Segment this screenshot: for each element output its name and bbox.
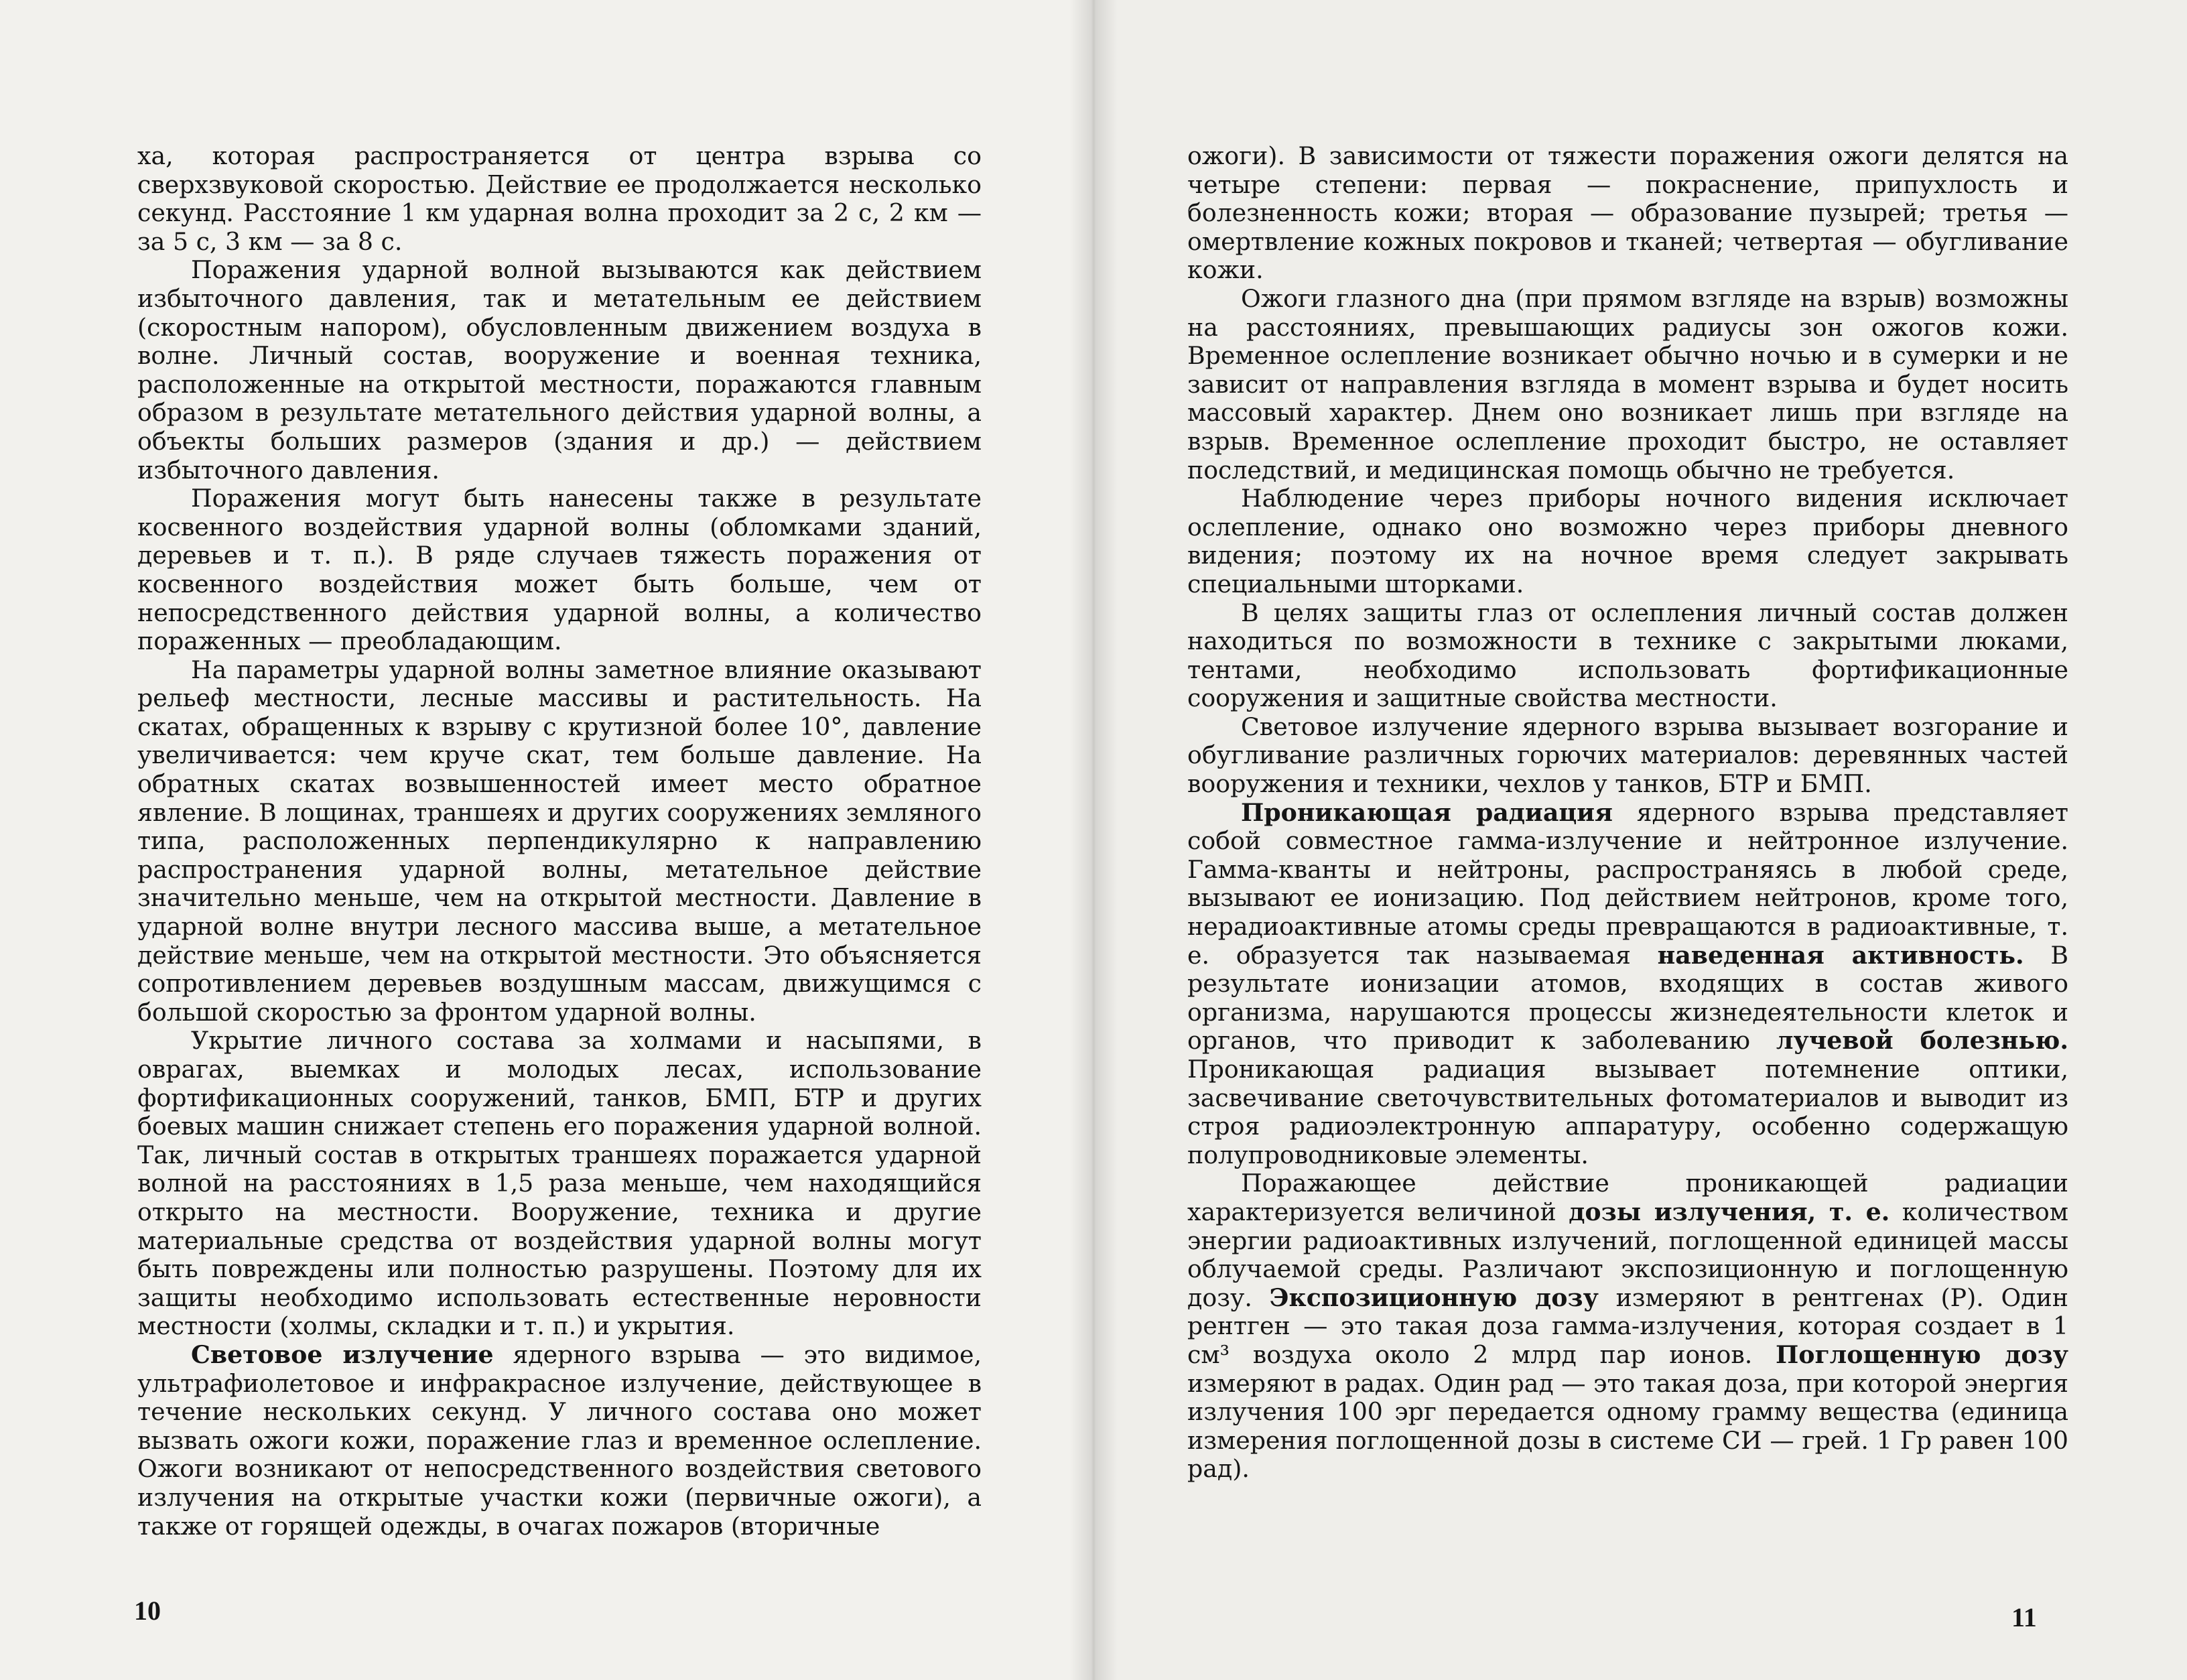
text-run: ожоги). В зависимости от тяжести поражения ожоги делятся на четыре степени: первая — покраснение, припухлость и болезненность кожи; вторая — образование пузырей; третья — омертвление кожных покровов и тканей; четвертая — обугливание кожи. xyxy=(1187,141,2068,285)
bold-term: Проникающая радиация xyxy=(1241,797,1613,827)
paragraph xyxy=(1187,285,2068,484)
text-run: количеством энергии радиоактивных излучений, поглощенной единицей массы облучаемой среды. Различают экспозиционную и поглощенную дозу. xyxy=(1187,1197,2069,1312)
text-run: Проникающая радиация вызывает потемнение оптики, засвечивание светочувствительных фотоматериалов и выводит из строя радиоэлектронную аппаратуру, особенно содержащую полупроводниковые элементы. xyxy=(1187,1055,2068,1169)
text-run: В целях защиты глаз от ослепления личный состав должен находиться по возможности в технике с закрытыми люками, тентами, необходимо использовать фортификационные сооружения и защитные свойства местности. xyxy=(1187,598,2068,713)
bold-term: Экспозиционную дозу xyxy=(1269,1283,1599,1312)
bold-term: Световое излучение xyxy=(191,1340,494,1369)
text-run: В результате ионизации атомов, входящих в состав живого организма, нарушаются процессы жизнедеятельности клеток и органов, что приводит к заболеванию xyxy=(1187,940,2068,1055)
bold-term: Поглощенную дозу xyxy=(1775,1340,2068,1369)
paragraph xyxy=(1187,799,2068,1170)
paragraph xyxy=(137,142,982,256)
bold-term: дозы излучения, т. е. xyxy=(1569,1197,1890,1226)
text-run: ха, которая распространяется от центра взрыва со сверхзвуковой скоростью. Действие ее продолжается несколько секунд. Расстояние 1 км ударная волна проходит за 2 с, 2 км — за 5 с, 3 км — за 8 с. xyxy=(137,141,982,256)
text-run: Световое излучение ядерного взрыва вызывает возгорание и обугливание различных горючих материалов: деревянных частей вооружения и техники, чехлов у танков, БТР и БМП. xyxy=(1187,712,2068,799)
paragraph xyxy=(1187,599,2068,713)
text-run: Наблюдение через приборы ночного видения исключает ослепление, однако оно возможно через приборы дневного видения; поэтому их на ночное время следует закрывать специальными шторками. xyxy=(1187,484,2068,598)
paragraph xyxy=(1187,713,2068,799)
text-run: измеряют в рентгенах (Р). Один рентген — это такая доза гамма-излучения, которая создает в 1 см³ воздуха около 2 млрд пар ионов. xyxy=(1187,1283,2068,1369)
text-run: На параметры ударной волны заметное влияние оказывают рельеф местности, лесные массивы и растительность. На скатах, обращенных к взрыву с крутизной более 10°, давление увеличивается: чем круче скат, тем больше давление. На обратных скатах возвышенностей имеет место обратное явление. В лощинах, траншеях и других сооружениях земляного типа, расположенных перпендикулярно к направлению распространения ударной волны, метательное действие значительно меньше, чем на открытой местности. Давление в ударной волне внутри лесного массива выше, а метательное действие меньше, чем на открытой местности. Это объясняется сопротивлением деревьев воздушным массам, движущимся с большой скоростью за фронтом ударной волны. xyxy=(137,655,982,1027)
text-run: Укрытие личного состава за холмами и насыпями, в оврагах, выемках и молодых лесах, использование фортификационных сооружений, танков, БМП, БТР и других боевых машин снижает степень его поражения ударной волной. Так, личный состав в открытых траншеях поражается ударной волной на расстояниях в 1,5 раза меньше, чем находящийся открыто на местности. Вооружение, техника и другие материальные средства от воздействия ударной волны могут быть повреждены или полностью разрушены. Поэтому для их защиты необходимо использовать естественные неровности местности (холмы, складки и т. п.) и укрытия. xyxy=(137,1026,982,1341)
left-page-text xyxy=(137,142,982,1541)
book-gutter xyxy=(1069,0,1118,1680)
paragraph xyxy=(1187,1169,2068,1484)
bold-term: наведенная активность. xyxy=(1657,940,2024,970)
paragraph xyxy=(1187,142,2068,285)
paragraph xyxy=(137,1027,982,1341)
right-page-number: 11 xyxy=(2011,1602,2037,1632)
bold-term: лучевой болезнью. xyxy=(1776,1026,2068,1055)
text-run: Поражающее действие проникающей радиации характеризуется величиной xyxy=(1187,1169,2068,1226)
right-page xyxy=(1094,0,2187,1680)
paragraph xyxy=(137,484,982,656)
paragraph xyxy=(137,656,982,1027)
text-run: Поражения ударной волной вызываются как действием избыточного давления, так и метательным ее действием (скоростным напором), обусловленным движением воздуха в волне. Личный состав, вооружение и военная техника, расположенные на открытой местности, поражаются главным образом в результате метательного действия ударной волны, а объекты больших размеров (здания и др.) — действием избыточного давления. xyxy=(137,255,982,484)
paragraph xyxy=(137,256,982,484)
text-run: Ожоги глазного дна (при прямом взгляде на взрыв) возможны на расстояниях, превышающих радиусы зон ожогов кожи. Временное ослепление возникает обычно ночью и в сумерки и не зависит от направления взгляда в момент взрыва и будет носить массовый характер. Днем оно возникает лишь при взгляде на взрыв. Временное ослепление проходит быстро, не оставляет последствий, и медицинская помощь обычно не требуется. xyxy=(1187,283,2068,484)
text-run: ядерного взрыва — это видимое, ультрафиолетовое и инфракрасное излучение, действующее в течение нескольких секунд. У личного состава оно может вызвать ожоги кожи, поражение глаз и временное ослепление. Ожоги возникают от непосредственного воздействия светового излучения на открытые участки кожи (первичные ожоги), а также от горящей одежды, в очагах пожаров (вторичные xyxy=(137,1340,982,1541)
text-run: ядерного взрыва представляет собой совместное гамма-излучение и нейтронное излучение. Гамма-кванты и нейтроны, распространяясь в любой среде, вызывают ее ионизацию. Под действием нейтронов, кроме того, нерадиоактивные атомы среды превращаются в радиоактивные, т. е. образуется так называемая xyxy=(1187,797,2068,970)
text-run: Поражения могут быть нанесены также в результате косвенного воздействия ударной волны (обломками зданий, деревьев и т. п.). В ряде случаев тяжесть поражения от косвенного воздействия может быть больше, чем от непосредственного действия ударной волны, а количество пораженных — преобладающим. xyxy=(137,484,982,656)
paragraph xyxy=(1187,484,2068,598)
left-page-number: 10 xyxy=(134,1596,161,1626)
text-run: измеряют в радах. Один рад — это такая доза, при которой энергия излучения 100 эрг передается одному грамму вещества (единица измерения поглощенной дозы в системе СИ — грей. 1 Гр равен 100 рад). xyxy=(1187,1368,2068,1484)
right-page-text xyxy=(1187,142,2068,1484)
paragraph xyxy=(137,1341,982,1541)
